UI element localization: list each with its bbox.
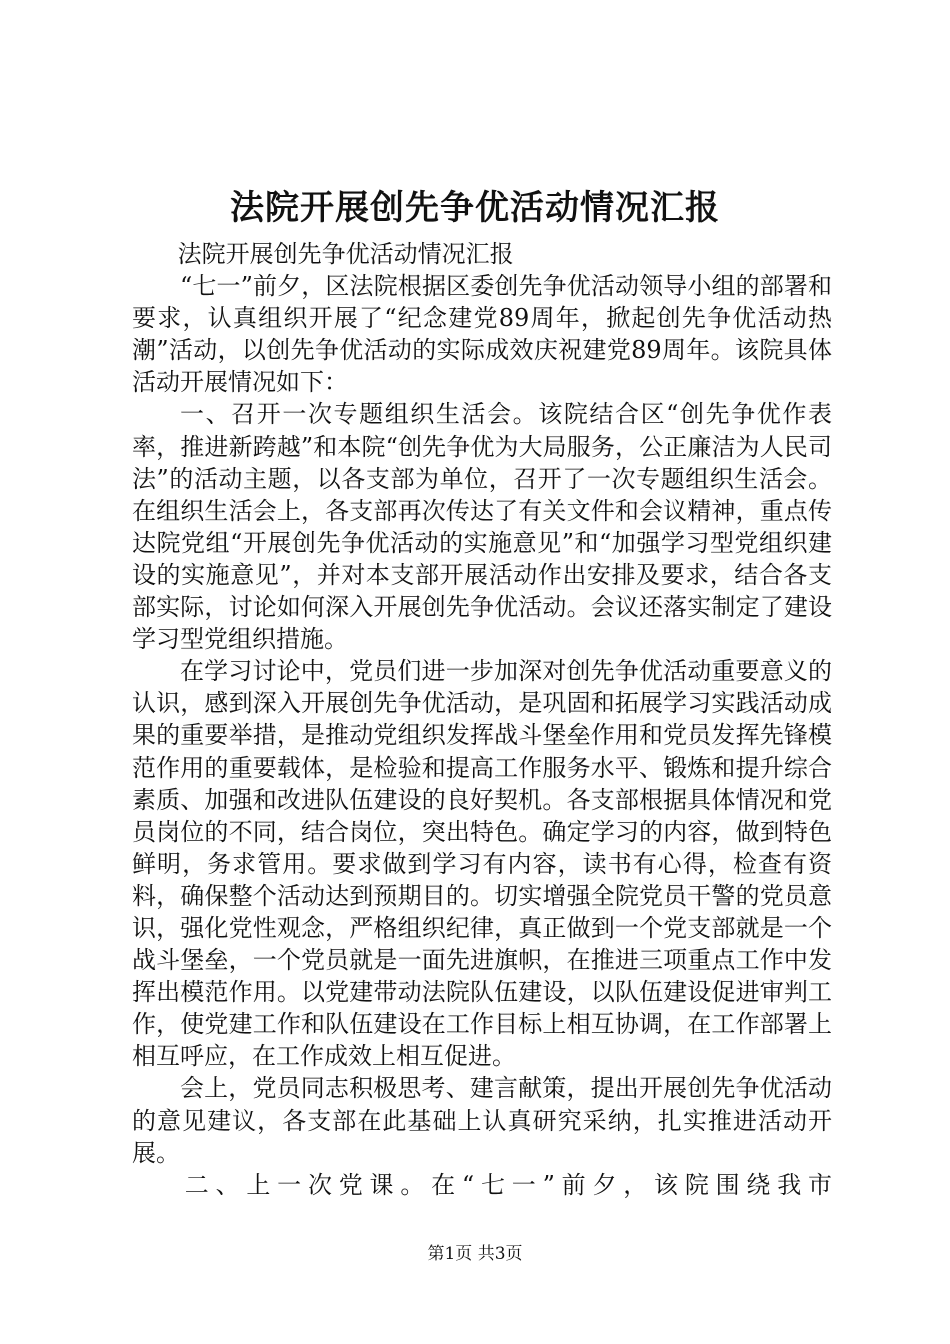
paragraph-section-two: 二、上一次党课。在“七一”前夕，该院围绕我市 — [184, 1170, 832, 1199]
page-footer: 第1页 共3页 — [427, 1244, 523, 1264]
document-body — [132, 238, 832, 1201]
paragraph-subtitle: 法院开展创先争优活动情况汇报 — [177, 240, 514, 268]
paragraph-section-one: 一、召开一次专题组织生活会。该院结合区“创先争优作表率，推进新跨越”和本院“创先争优为大局服务，公正廉洁为人民司法”的活动主题，以各支部为单位，召开了一次专题组织生活会。在组织生活会上，各支部再次传达了有关文件和会议精神，重点传达院党组“开展创先争优活动的实施意见”和“加强学习型党组织建设的实施意见”，并对本支部开展活动作出安排及要求，结合各支部实际，讨论如何深入开展创先争优活动。会议还落实制定了建设学习型党组织措施。 — [132, 400, 832, 654]
paragraph-intro: “七一”前夕，区法院根据区委创先争优活动领导小组的部署和要求，认真组织开展了“纪念建党89周年，掀起创先争优活动热潮”活动，以创先争优活动的实际成效庆祝建党89周年。该院具体活动开展情况如下： — [132, 272, 832, 397]
document-title: 法院开展创先争优活动情况汇报 — [230, 188, 720, 228]
paragraph-discussion: 在学习讨论中，党员们进一步加深对创先争优活动重要意义的认识，感到深入开展创先争优活动，是巩固和拓展学习实践活动成果的重要举措，是推动党组织发挥战斗堡垒作用和党员发挥先锋模范作用的重要载体，是检验和提高工作服务水平、锻炼和提升综合素质、加强和改进队伍建设的良好契机。各支部根据具体情况和党员岗位的不同，结合岗位，突出特色。确定学习的内容，做到特色鲜明，务求管用。要求做到学习有内容，读书有心得，检查有资料，确保整个活动达到预期目的。切实增强全院党员干警的党员意识，强化党性观念，严格组织纪律，真正做到一个党支部就是一个战斗堡垒，一个党员就是一面先进旗帜，在推进三项重点工作中发挥出模范作用。以党建带动法院队伍建设，以队伍建设促进审判工作，使党建工作和队伍建设在工作目标上相互协调，在工作部署上相互呼应，在工作成效上相互促进。 — [132, 657, 832, 1071]
paragraph-meeting: 会上，党员同志积极思考、建言献策，提出开展创先争优活动的意见建议，各支部在此基础上认真研究采纳，扎实推进活动开展。 — [132, 1074, 832, 1167]
